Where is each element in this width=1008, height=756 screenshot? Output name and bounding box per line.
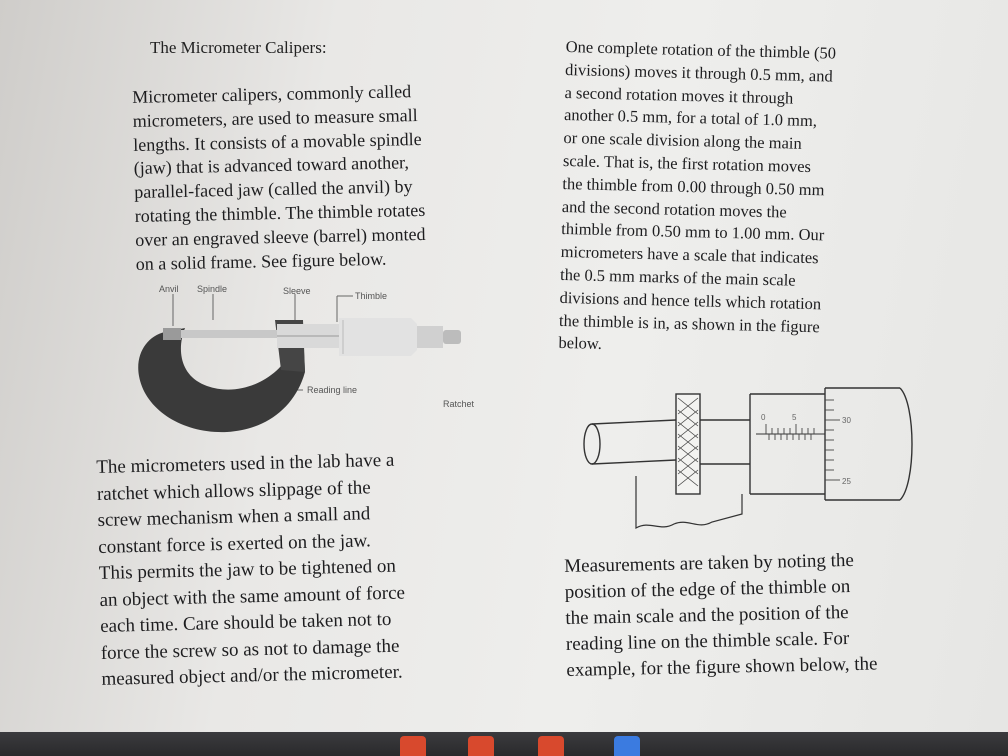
app-icon[interactable] — [538, 736, 564, 756]
text-line: over an engraved sleeve (barrel) monted — [135, 223, 426, 250]
label-thimble: Thimble — [355, 291, 388, 301]
label-spindle: Spindle — [197, 284, 228, 294]
text-line: below. — [558, 333, 603, 354]
text-line: position of the edge of the thimble on — [564, 576, 851, 603]
text-line: a second rotation moves it through — [564, 82, 794, 108]
text-line: or one scale division along the main — [563, 128, 802, 153]
chrome-icon[interactable] — [400, 736, 426, 756]
text-line: an object with the same amount of force — [99, 581, 406, 611]
text-line: force the screw so as not to damage the — [100, 635, 400, 664]
text-line: thimble from 0.50 mm to 1.00 mm. Our — [561, 219, 825, 245]
text-line: constant force is exerted on the jaw. — [97, 529, 372, 558]
text-line: the thimble from 0.00 through 0.50 mm — [562, 173, 825, 200]
mail-icon[interactable] — [468, 736, 494, 756]
text-line: divisions) moves it through 0.5 mm, and — [564, 59, 834, 86]
label-sleeve: Sleeve — [283, 286, 311, 296]
text-line: Measurements are taken by noting the — [564, 549, 855, 577]
thimble-scale-number: 25 — [842, 477, 851, 486]
text-line: One complete rotation of the thimble (50 — [565, 36, 837, 63]
text-line: screw mechanism when a small and — [97, 503, 371, 531]
text-line: ratchet which allows slippage of the — [96, 476, 371, 505]
text-line: another 0.5 mm, for a total of 1.0 mm, — [563, 105, 818, 131]
text-line: and the second rotation moves the — [561, 196, 787, 222]
main-scale-number: 0 — [761, 413, 766, 422]
text-line: micrometers have a scale that indicates — [560, 242, 819, 268]
text-line: divisions and hence tells which rotation — [559, 287, 822, 314]
text-line: example, for the figure shown below, the — [566, 653, 878, 681]
text-line: (jaw) that is advanced toward another, — [133, 152, 410, 179]
text-line: reading line on the thimble scale. For — [565, 628, 850, 655]
section-heading: The Micrometer Calipers: — [150, 38, 327, 57]
main-scale-number: 5 — [792, 413, 797, 422]
label-anvil: Anvil — [159, 284, 179, 294]
scale-figure — [580, 380, 920, 540]
text-line: measured object and/or the micrometer. — [101, 661, 403, 690]
measurement-paragraph — [564, 547, 878, 683]
intro-paragraph — [132, 80, 427, 276]
text-line: Micrometer calipers, commonly called — [132, 81, 412, 107]
text-line: rotating the thimble. The thimble rotates — [134, 199, 426, 226]
text-line: micrometers, are used to measure small — [132, 104, 418, 131]
text-line: parallel-faced jaw (called the anvil) by — [134, 176, 413, 203]
text-line: scale. That is, the first rotation moves — [562, 150, 812, 177]
text-line: the 0.5 mm marks of the main scale — [559, 264, 796, 290]
text-line: This permits the jaw to be tightened on — [98, 555, 397, 584]
text-line: the thimble is in, as shown in the figure — [558, 310, 820, 336]
thimble-scale-number: 30 — [842, 416, 851, 425]
label-ratchet: Ratchet — [443, 399, 475, 409]
text-line: The micrometers used in the lab have a — [96, 449, 395, 478]
rotation-paragraph — [558, 36, 836, 362]
text-line: the main scale and the position of the — [565, 602, 849, 629]
text-line: each time. Care should be taken not to — [99, 608, 392, 637]
text-line: on a solid frame. See figure below. — [135, 248, 387, 274]
docs-icon[interactable] — [614, 736, 640, 756]
taskbar — [0, 732, 1008, 756]
micrometer-figure — [125, 280, 510, 460]
text-line: lengths. It consists of a movable spindle — [133, 128, 422, 155]
ratchet-paragraph — [96, 448, 407, 694]
label-reading-line: Reading line — [307, 385, 358, 395]
